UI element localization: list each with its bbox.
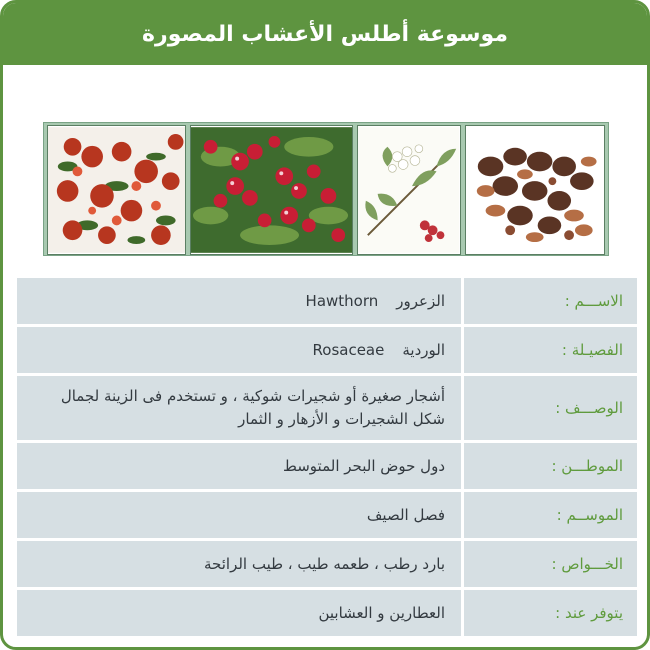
table-row-name — [17, 278, 637, 324]
row-value — [17, 278, 461, 324]
row-label: الموســم : — [464, 492, 637, 538]
botanical-illustration-photo — [357, 125, 460, 255]
row-value: فصل الصيف — [17, 492, 461, 538]
row-value — [17, 327, 461, 373]
arabic-name: الزعرور — [396, 291, 445, 310]
table-row-season — [17, 492, 637, 538]
table-row-properties — [17, 541, 637, 587]
latin-family: Rosaceae — [312, 340, 385, 359]
arabic-family: الوردية — [402, 340, 445, 359]
row-label: الفصيـلة : — [464, 327, 637, 373]
row-label: الموطـــن : — [464, 443, 637, 489]
table-row-description — [17, 376, 637, 440]
row-label: يتوفر عند : — [464, 590, 637, 636]
table-row-availability — [17, 590, 637, 636]
row-value: أشجار صغيرة أو شجيرات شوكية ، و تستخدم فى الزينة لجمال شكل الشجيرات و الأزهار و الثمار — [17, 376, 461, 440]
row-label: الوصـــف : — [464, 376, 637, 440]
row-value: بارد رطب ، طعمه طيب ، طيب الرائحة — [17, 541, 461, 587]
table-row-family — [17, 327, 637, 373]
page-title: موسوعة أطلس الأعشاب المصورة — [3, 3, 647, 65]
flower-cluster-photo — [47, 125, 186, 255]
photo-gallery — [43, 122, 609, 256]
table-row-habitat — [17, 443, 637, 489]
row-label: الاســـم : — [464, 278, 637, 324]
red-berries-photo — [190, 125, 353, 255]
seeds-photo — [465, 125, 605, 255]
row-value: دول حوض البحر المتوسط — [17, 443, 461, 489]
latin-name: Hawthorn — [305, 291, 379, 310]
row-label: الخـــواص : — [464, 541, 637, 587]
row-value: العطارين و العشابين — [17, 590, 461, 636]
info-table — [17, 278, 637, 639]
